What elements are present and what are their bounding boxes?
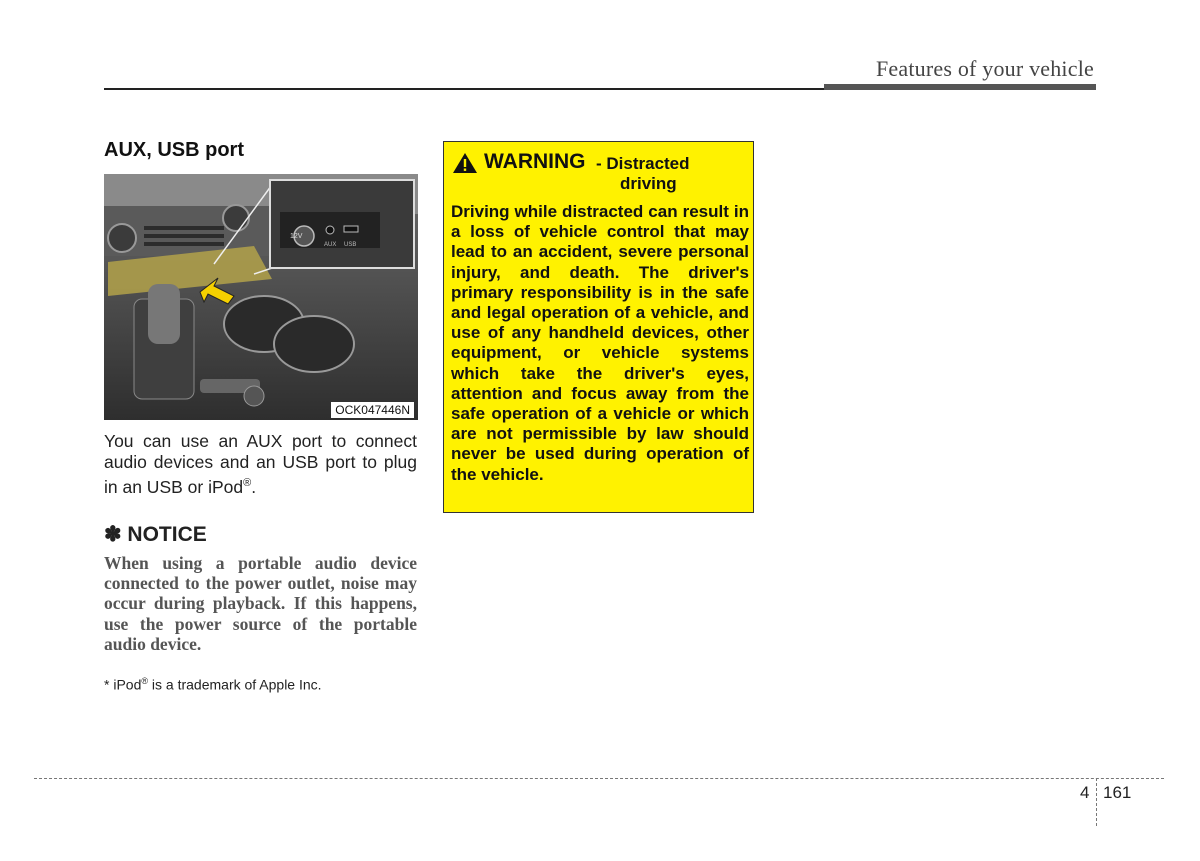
footnote-reg: ®	[141, 676, 149, 686]
warning-box	[443, 141, 754, 513]
body-end: .	[251, 476, 257, 497]
warning-body: Driving while distracted can result in a loss of vehicle control that may lead to an accident, severe personal injury, and death. The driver's primary responsibility is in the safe and legal operation of a vehicle, and use of any handheld devices, other equipment, or vehicle systems which take the driver's eyes, attention and focus away from the safe operation of a vehicle or which are not permissible by law should never be used during operation of the vehicle.	[451, 202, 749, 484]
panel-label-12v: 12V	[290, 233, 303, 240]
warning-subtitle	[596, 154, 746, 194]
warning-subtitle-line1: - Distracted	[596, 154, 690, 173]
panel-label-usb: USB	[344, 242, 357, 248]
section-title: AUX, USB port	[104, 139, 244, 161]
body-text: You can use an AUX port to connect audio devices and an USB port to plug in an USB or iPod	[104, 431, 417, 497]
header-rule-accent	[824, 84, 1096, 90]
page-header-title: Features of your vehicle	[875, 56, 1094, 81]
figure-caption: OCK047446N	[331, 402, 414, 418]
footnote-brand: iPod	[113, 676, 142, 693]
warning-word: WARNING	[484, 150, 586, 173]
page-number: 161	[1103, 783, 1132, 802]
registered-mark: ®	[243, 477, 252, 489]
console-illustration	[104, 174, 418, 420]
panel-label-aux: AUX	[324, 242, 337, 248]
notice-text: When using a portable audio device connected to the power outlet, noise may occur during playback. If this happens, use the power source of the portable audio device.	[104, 553, 417, 654]
footnote	[104, 676, 322, 693]
notice-heading: ✽ NOTICE	[104, 523, 207, 546]
warning-subtitle-line2: driving	[620, 174, 677, 193]
footer-divider	[1096, 778, 1097, 826]
footer-rule	[34, 778, 1164, 779]
warning-triangle-icon	[452, 152, 478, 174]
header-rule	[104, 88, 824, 90]
chapter-number: 4	[1080, 783, 1090, 802]
body-paragraph	[104, 431, 417, 498]
console-figure	[104, 174, 418, 420]
footnote-star: *	[104, 676, 110, 693]
footnote-text: is a trademark of Apple Inc.	[148, 676, 322, 693]
